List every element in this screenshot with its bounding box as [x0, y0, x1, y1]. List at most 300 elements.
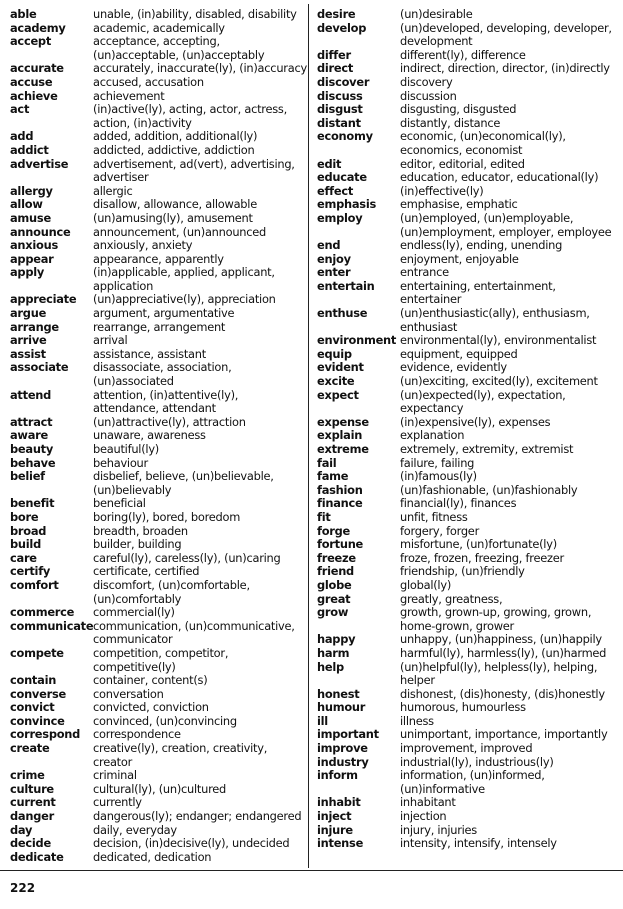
derived-forms: (un)desirable	[400, 7, 473, 21]
derived-forms: unhappy, (un)happiness, (un)happily	[400, 632, 602, 647]
derived-forms: cultural(ly), (un)cultured	[93, 781, 227, 796]
headword: ill	[317, 713, 328, 728]
derived-forms: (in)applicable, applied, applicant, application	[93, 265, 275, 293]
headword: care	[10, 550, 37, 565]
derived-forms: distantly, distance	[400, 115, 501, 130]
headword: associate	[10, 360, 69, 375]
entry-row	[10, 103, 308, 130]
derived-forms: convinced, (un)convincing	[93, 713, 237, 728]
entry-row	[10, 783, 308, 797]
entry-row	[10, 728, 308, 742]
entry-row	[10, 715, 308, 729]
entry-row	[317, 837, 619, 851]
entry-row	[317, 497, 619, 511]
derived-forms: emphasise, emphatic	[400, 197, 518, 212]
derived-forms: conversation	[93, 686, 164, 701]
entry-row	[317, 117, 619, 131]
headword: fail	[317, 455, 337, 470]
headword: create	[10, 741, 50, 756]
headword: convict	[10, 700, 55, 715]
entry-row	[10, 348, 308, 362]
headword: enter	[317, 265, 351, 280]
derived-forms: injury, injuries	[400, 822, 477, 837]
headword: belief	[10, 469, 45, 484]
derived-forms: behaviour	[93, 455, 148, 470]
entry-row	[10, 769, 308, 783]
derived-forms: added, addition, additional(ly)	[93, 129, 258, 144]
entry-row	[317, 375, 619, 389]
entry-row	[317, 796, 619, 810]
derived-forms: financial(ly), finances	[400, 496, 517, 511]
derived-forms: discussion	[400, 88, 457, 103]
derived-forms: unimportant, importance, importantly	[400, 727, 608, 742]
entry-row	[10, 321, 308, 335]
derived-forms: greatly, greatness,	[400, 591, 503, 606]
derived-forms: enjoyment, enjoyable	[400, 251, 519, 266]
derived-forms: unfit, fitness	[400, 509, 468, 524]
derived-forms: editor, editorial, edited	[400, 156, 525, 171]
entry-row	[317, 239, 619, 253]
derived-forms: appearance, apparently	[93, 251, 224, 266]
entry-row	[317, 361, 619, 375]
entry-row	[10, 606, 308, 620]
headword: happy	[317, 632, 356, 647]
headword: inhabit	[317, 795, 361, 810]
headword: compete	[10, 645, 64, 660]
derived-forms: academic, academically	[93, 20, 225, 35]
entry-row	[10, 457, 308, 471]
headword: allergy	[10, 183, 53, 198]
headword: fashion	[317, 482, 363, 497]
headword: environment	[317, 333, 397, 348]
entry-row	[317, 647, 619, 661]
entry-row	[317, 8, 619, 22]
headword: explain	[317, 428, 363, 443]
derived-forms: certificate, certified	[93, 564, 200, 579]
headword: appear	[10, 251, 54, 266]
headword: edit	[317, 156, 342, 171]
headword: expense	[317, 414, 369, 429]
derived-forms: disassociate, association, (un)associated	[93, 360, 232, 389]
entry-row	[317, 443, 619, 457]
entry-row	[317, 661, 619, 688]
derived-forms: boring(ly), bored, boredom	[93, 509, 241, 524]
derived-forms: correspondence	[93, 727, 181, 742]
derived-forms: dangerous(ly); endanger; endangered	[93, 809, 302, 824]
derived-forms: (un)employed, (un)employable, (un)employment, employer, employee	[400, 210, 612, 239]
headword: harm	[317, 645, 350, 660]
entry-row	[317, 715, 619, 729]
entry-row	[317, 593, 619, 607]
headword: anxious	[10, 238, 59, 253]
derived-forms: (in)active(ly), acting, actor, actress, action, (in)activity	[93, 102, 287, 130]
entry-row	[317, 49, 619, 63]
headword: distant	[317, 115, 361, 130]
entry-row	[317, 728, 619, 742]
headword: expect	[317, 387, 359, 402]
entry-row	[10, 701, 308, 715]
headword: accept	[10, 34, 52, 49]
right-column	[317, 8, 619, 851]
headword: communicate	[10, 618, 94, 633]
headword: beauty	[10, 442, 54, 456]
headword: injure	[317, 822, 353, 837]
derived-forms: entertaining, entertainment, entertainer	[400, 278, 556, 307]
headword: amuse	[10, 210, 51, 225]
derived-forms: advertisement, ad(vert), advertising, advertiser	[93, 156, 295, 185]
entry-row	[317, 606, 619, 633]
derived-forms: disbelief, believe, (un)believable, (un)believably	[93, 469, 274, 497]
derived-forms: acceptance, accepting, (un)acceptable, (un)acceptably	[93, 34, 265, 62]
entry-row	[317, 633, 619, 647]
entry-row	[10, 443, 308, 457]
derived-forms: disallow, allowance, allowable	[93, 197, 257, 212]
headword: aware	[10, 428, 48, 443]
derived-forms: unable, (in)ability, disabled, disability	[93, 7, 297, 21]
headword: grow	[317, 605, 349, 620]
derived-forms: announcement, (un)announced	[93, 224, 267, 239]
entry-row	[10, 90, 308, 104]
headword: current	[10, 795, 56, 810]
headword: discuss	[317, 88, 363, 103]
entry-row	[10, 212, 308, 226]
derived-forms: froze, frozen, freezing, freezer	[400, 550, 564, 565]
entry-row	[317, 334, 619, 348]
derived-forms: unaware, awareness	[93, 428, 206, 443]
headword: attract	[10, 414, 53, 429]
entry-row	[10, 158, 308, 185]
entry-row	[10, 620, 308, 647]
derived-forms: (un)fashionable, (un)fashionably	[400, 482, 578, 497]
entry-row	[317, 688, 619, 702]
derived-forms: industrial(ly), industrious(ly)	[400, 754, 554, 769]
entry-row	[317, 212, 619, 239]
derived-forms: accused, accusation	[93, 74, 204, 89]
headword: emphasis	[317, 197, 377, 212]
derived-forms: breadth, broaden	[93, 523, 188, 538]
headword: employ	[317, 210, 363, 225]
headword: help	[317, 659, 344, 674]
entry-row	[317, 185, 619, 199]
entry-row	[10, 579, 308, 606]
entry-row	[317, 280, 619, 307]
derived-forms: builder, building	[93, 537, 182, 552]
entry-row	[10, 185, 308, 199]
headword: arrive	[10, 333, 47, 348]
entry-row	[10, 511, 308, 525]
headword: dedicate	[10, 849, 64, 864]
headword: academy	[10, 20, 66, 35]
entry-row	[10, 293, 308, 307]
headword: develop	[317, 20, 367, 35]
entry-row	[317, 824, 619, 838]
page-number: 222	[10, 881, 36, 895]
derived-forms: intensity, intensify, intensely	[400, 836, 557, 851]
derived-forms: communication, (un)communicative, communicator	[93, 618, 295, 647]
entry-row	[317, 756, 619, 770]
entry-row	[317, 769, 619, 796]
headword: advertise	[10, 156, 69, 171]
entry-row	[10, 470, 308, 497]
derived-forms: economic, (un)economical(ly), economics, economist	[400, 129, 566, 157]
headword: end	[317, 238, 341, 253]
column-divider	[308, 4, 309, 868]
entry-row	[10, 144, 308, 158]
derived-forms: currently	[93, 795, 142, 810]
entry-row	[317, 307, 619, 334]
headword: argue	[10, 306, 47, 321]
derived-forms: failure, failing	[400, 455, 475, 470]
headword: forge	[317, 523, 351, 538]
headword: appreciate	[10, 292, 77, 307]
derived-forms: humorous, humourless	[400, 700, 526, 715]
derived-forms: improvement, improved	[400, 741, 533, 756]
entry-row	[10, 674, 308, 688]
headword: build	[10, 537, 41, 552]
entry-row	[10, 253, 308, 267]
derived-forms: misfortune, (un)fortunate(ly)	[400, 537, 557, 552]
left-column	[10, 8, 308, 864]
headword: arrange	[10, 319, 59, 334]
entry-row	[317, 389, 619, 416]
headword: certify	[10, 564, 51, 579]
derived-forms: (un)helpful(ly), helpless(ly), helping, helper	[400, 659, 598, 688]
entry-row	[317, 538, 619, 552]
entry-row	[317, 565, 619, 579]
headword: accurate	[10, 61, 64, 76]
entry-row	[10, 429, 308, 443]
entry-row	[317, 552, 619, 566]
headword: apply	[10, 265, 45, 280]
entry-row	[10, 76, 308, 90]
entry-row	[10, 130, 308, 144]
headword: freeze	[317, 550, 356, 565]
headword: fortune	[317, 537, 364, 552]
derived-forms: argument, argumentative	[93, 306, 235, 321]
entry-row	[10, 8, 308, 22]
entry-row	[317, 348, 619, 362]
headword: danger	[10, 809, 54, 824]
entry-row	[317, 457, 619, 471]
derived-forms: decision, (in)decisive(ly), undecided	[93, 836, 290, 851]
headword: enthuse	[317, 306, 368, 321]
derived-forms: beneficial	[93, 496, 146, 511]
entry-row	[317, 511, 619, 525]
derived-forms: daily, everyday	[93, 822, 177, 837]
derived-forms: equipment, equipped	[400, 346, 518, 361]
derived-forms: allergic	[93, 183, 133, 198]
headword: decide	[10, 836, 51, 851]
entry-row	[10, 647, 308, 674]
entry-row	[10, 525, 308, 539]
derived-forms: container, content(s)	[93, 673, 208, 688]
derived-forms: indirect, direction, director, (in)directly	[400, 61, 610, 76]
entry-row	[10, 389, 308, 416]
entry-row	[10, 824, 308, 838]
headword: benefit	[10, 496, 55, 511]
derived-forms: evidence, evidently	[400, 360, 507, 375]
headword: globe	[317, 577, 352, 592]
headword: discover	[317, 74, 370, 89]
derived-forms: commercial(ly)	[93, 605, 175, 620]
entry-row	[317, 158, 619, 172]
derived-forms: accurately, inaccurate(ly), (in)accuracy	[93, 61, 307, 76]
headword: add	[10, 129, 34, 144]
headword: effect	[317, 183, 354, 198]
headword: allow	[10, 197, 43, 212]
headword: friend	[317, 564, 354, 579]
headword: educate	[317, 170, 367, 185]
derived-forms: dishonest, (dis)honesty, (dis)honestly	[400, 686, 605, 701]
derived-forms: extremely, extremity, extremist	[400, 442, 574, 456]
headword: excite	[317, 374, 355, 389]
entry-row	[10, 35, 308, 62]
entry-row	[10, 810, 308, 824]
derived-forms: global(ly)	[400, 577, 452, 592]
entry-row	[317, 742, 619, 756]
headword: bore	[10, 509, 39, 524]
entry-row	[10, 837, 308, 851]
headword: commerce	[10, 605, 75, 620]
entry-row	[10, 851, 308, 865]
derived-forms: explanation	[400, 428, 465, 443]
headword: industry	[317, 754, 369, 769]
derived-forms: friendship, (un)friendly	[400, 564, 525, 579]
headword: fame	[317, 469, 349, 484]
entry-row	[10, 742, 308, 769]
derived-forms: harmful(ly), harmless(ly), (un)harmed	[400, 645, 607, 660]
derived-forms: education, educator, educational(ly)	[400, 170, 599, 185]
derived-forms: addicted, addictive, addiction	[93, 142, 255, 157]
entry-row	[317, 579, 619, 593]
entry-row	[317, 253, 619, 267]
entry-row	[10, 688, 308, 702]
headword: evident	[317, 360, 364, 375]
entry-row	[317, 103, 619, 117]
headword: inject	[317, 809, 352, 824]
derived-forms: (un)attractive(ly), attraction	[93, 414, 246, 429]
entry-row	[10, 796, 308, 810]
derived-forms: discomfort, (un)comfortable, (un)comfortably	[93, 577, 250, 606]
derived-forms: discovery	[400, 74, 453, 89]
entry-row	[10, 307, 308, 321]
derived-forms: beautiful(ly)	[93, 442, 160, 456]
entry-row	[317, 701, 619, 715]
derived-forms: achievement	[93, 88, 165, 103]
headword: equip	[317, 346, 352, 361]
derived-forms: endless(ly), ending, unending	[400, 238, 563, 253]
headword: able	[10, 7, 37, 21]
derived-forms: dedicated, dedication	[93, 849, 212, 864]
entry-row	[317, 171, 619, 185]
derived-forms: criminal	[93, 768, 137, 783]
derived-forms: (un)enthusiastic(ally), enthusiasm, enthusiast	[400, 306, 590, 334]
headword: disgust	[317, 102, 363, 117]
entry-row	[317, 62, 619, 76]
headword: comfort	[10, 577, 59, 592]
headword: great	[317, 591, 351, 606]
entry-row	[317, 416, 619, 430]
footer-rule	[0, 870, 623, 871]
entry-row	[10, 361, 308, 388]
headword: economy	[317, 129, 373, 144]
headword: attend	[10, 387, 52, 402]
headword: entertain	[317, 278, 375, 293]
derived-forms: (un)developed, developing, developer, development	[400, 20, 612, 49]
derived-forms: (in)effective(ly)	[400, 183, 484, 198]
derived-forms: (un)amusing(ly), amusement	[93, 210, 253, 225]
headword: contain	[10, 673, 57, 688]
entry-row	[10, 266, 308, 293]
entry-row	[317, 810, 619, 824]
derived-forms: entrance	[400, 265, 449, 280]
derived-forms: careful(ly), careless(ly), (un)caring	[93, 550, 281, 565]
derived-forms: arrival	[93, 333, 128, 348]
headword: accuse	[10, 74, 53, 89]
entry-row	[317, 429, 619, 443]
derived-forms: convicted, conviction	[93, 700, 209, 715]
derived-forms: attention, (in)attentive(ly), attendance, attendant	[93, 387, 239, 416]
entry-row	[317, 198, 619, 212]
derived-forms: (in)expensive(ly), expenses	[400, 414, 551, 429]
headword: broad	[10, 523, 47, 538]
derived-forms: disgusting, disgusted	[400, 102, 517, 117]
headword: direct	[317, 61, 354, 76]
entry-row	[10, 565, 308, 579]
headword: culture	[10, 781, 54, 796]
entry-row	[10, 538, 308, 552]
headword: converse	[10, 686, 66, 701]
derived-forms: environmental(ly), environmentalist	[400, 333, 597, 348]
headword: day	[10, 822, 33, 837]
headword: act	[10, 102, 30, 117]
headword: differ	[317, 47, 351, 62]
headword: addict	[10, 142, 49, 157]
derived-forms: (un)exciting, excited(ly), excitement	[400, 374, 598, 389]
headword: assist	[10, 346, 46, 361]
derived-forms: injection	[400, 809, 447, 824]
entry-row	[10, 497, 308, 511]
headword: announce	[10, 224, 71, 239]
entry-row	[317, 90, 619, 104]
derived-forms: anxiously, anxiety	[93, 238, 193, 253]
derived-forms: information, (un)informed, (un)informative	[400, 768, 545, 796]
headword: finance	[317, 496, 363, 511]
derived-forms: inhabitant	[400, 795, 456, 810]
entry-row	[317, 470, 619, 484]
derived-forms: different(ly), difference	[400, 47, 526, 62]
headword: improve	[317, 741, 368, 756]
derived-forms: rearrange, arrangement	[93, 319, 226, 334]
entry-row	[10, 416, 308, 430]
headword: important	[317, 727, 379, 742]
headword: enjoy	[317, 251, 351, 266]
derived-forms: (un)appreciative(ly), appreciation	[93, 292, 276, 307]
headword: intense	[317, 836, 364, 851]
entry-row	[10, 62, 308, 76]
headword: achieve	[10, 88, 58, 103]
derived-forms: creative(ly), creation, creativity, creator	[93, 741, 268, 769]
headword: convince	[10, 713, 65, 728]
entry-row	[317, 484, 619, 498]
headword: correspond	[10, 727, 81, 742]
derived-forms: assistance, assistant	[93, 346, 206, 361]
derived-forms: competition, competitor, competitive(ly)	[93, 645, 229, 674]
entry-row	[10, 552, 308, 566]
entry-row	[317, 130, 619, 157]
headword: fit	[317, 509, 331, 524]
derived-forms: growth, grown-up, growing, grown, home-grown, grower	[400, 605, 592, 633]
